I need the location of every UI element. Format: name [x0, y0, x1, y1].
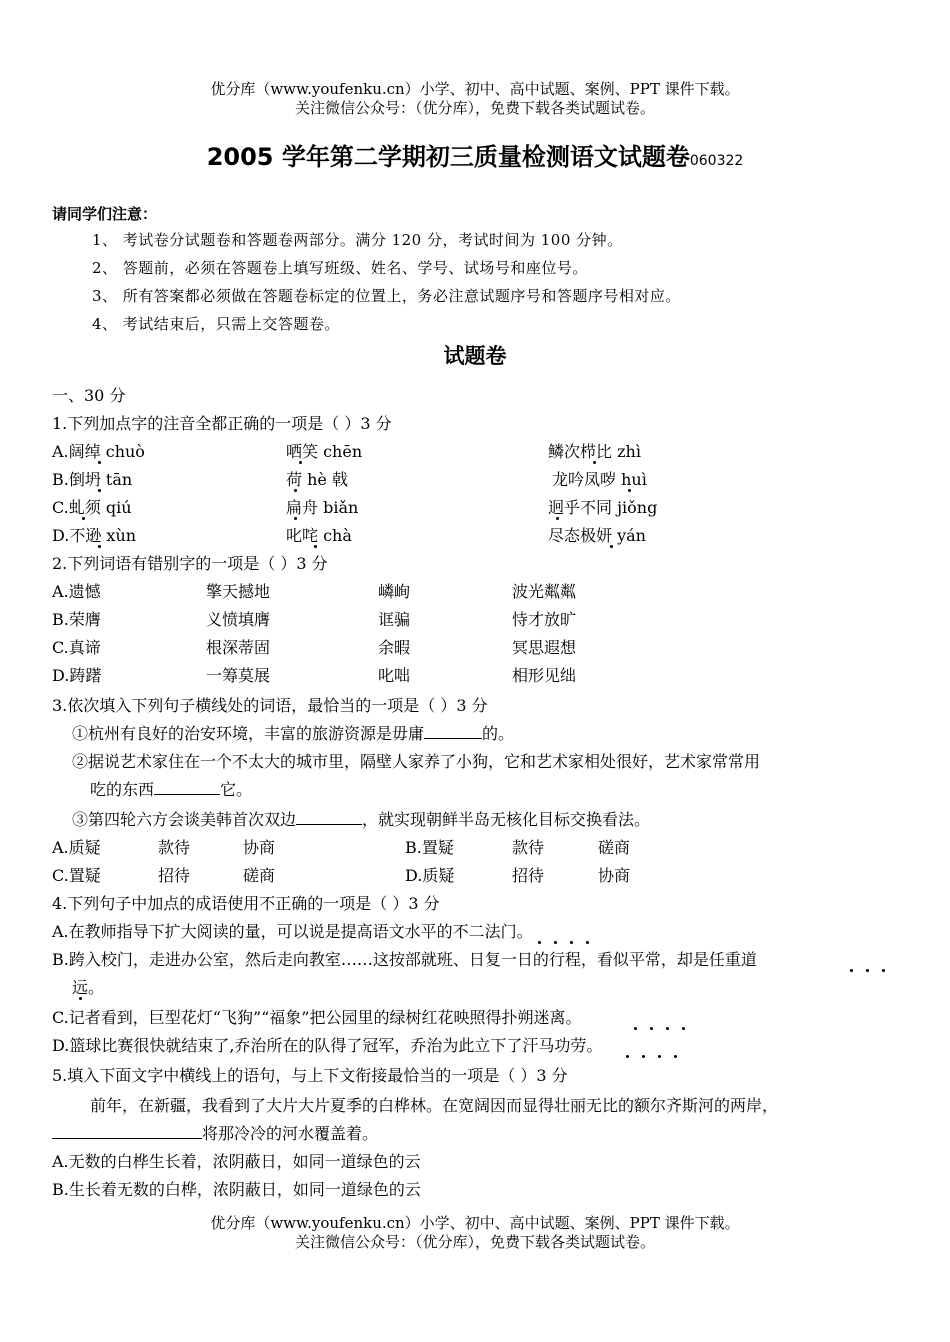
emphasis-dot	[79, 997, 82, 1000]
q3-s3-text-b: ，就实现朝鲜半岛无核化目标交换看法。	[362, 810, 651, 829]
fill-blank	[296, 808, 362, 825]
q5-option-a: A.无数的白桦生长着，浓阴蔽日，如同一道绿色的云	[52, 1152, 421, 1171]
notice-item-1: 1、 考试卷分试题卷和答题卷两部分。满分 120 分，考试时间为 100 分钟。	[92, 231, 623, 249]
q4-option-c: C.记者看到，巨型花灯“飞狗”“福象”把公园里的绿树红花映照得扑朔迷离。	[52, 1008, 582, 1027]
notice-heading: 请同学们注意：	[52, 205, 158, 223]
fill-blank	[424, 722, 482, 739]
q1-option-c-2: 扁舟 biǎn	[286, 498, 359, 517]
q5-stem: 5.填入下面文字中横线上的语句，与上下文衔接最恰当的一项是（ ）3 分	[52, 1066, 568, 1085]
q2-d-4: 相形见绌	[512, 666, 577, 685]
q1-option-b-3: 龙吟凤哕 huì	[552, 470, 647, 489]
q1-option-d-2: 叱咤 chà	[286, 526, 352, 545]
q3-s1-text-b: 的。	[482, 724, 515, 743]
q3-s2-text-b: 吃的东西	[90, 780, 155, 799]
q2-c-1: C.真谛	[52, 638, 101, 657]
q3-opt-a-2: 款待	[158, 838, 191, 857]
q5-option-b: B.生长着无数的白桦，浓阴蔽日，如同一道绿色的云	[52, 1180, 421, 1199]
emphasis-dot	[850, 969, 853, 972]
emphasis-dot	[650, 1027, 653, 1030]
emphasis-dot	[556, 517, 559, 520]
q3-s3-text-a: ③第四轮六方会谈美韩首次双边	[72, 810, 297, 829]
emphasis-dot	[682, 1027, 685, 1030]
q2-d-2: 一筹莫展	[206, 666, 271, 685]
emphasis-dot	[626, 1055, 629, 1058]
q1-stem: 1.下列加点字的注音全都正确的一项是（ ）3 分	[52, 414, 392, 433]
q1-option-b-1: B.倒坍 tān	[52, 470, 133, 489]
emphasis-dot	[294, 517, 297, 520]
q1-option-d-3: 尽态极妍 yán	[548, 526, 646, 545]
q1-option-d-1: D.不逊 xùn	[52, 526, 137, 545]
q1-option-a-3: 鳞次栉比 zhì	[548, 442, 641, 461]
emphasis-dot	[586, 941, 589, 944]
emphasis-dot	[658, 1055, 661, 1058]
q3-opt-d-1: D.质疑	[405, 866, 455, 885]
q2-b-4: 恃才放旷	[512, 610, 577, 629]
q3-opt-b-3: 磋商	[598, 838, 631, 857]
q4-option-b-line2: 远。	[72, 978, 105, 997]
emphasis-dot	[314, 545, 317, 548]
q1-option-c-3: 迥乎不同 jiǒng	[548, 498, 658, 517]
q3-opt-a-3: 协商	[243, 838, 276, 857]
q3-opt-c-3: 磋商	[243, 866, 276, 885]
q3-s2-text-c: 它。	[220, 780, 253, 799]
emphasis-dot	[666, 1027, 669, 1030]
q4-option-a: A.在教师指导下扩大阅读的量，可以说是提高语文水平的不二法门。	[52, 922, 533, 941]
q3-opt-b-1: B.置疑	[405, 838, 454, 857]
emphasis-dot	[610, 545, 613, 548]
title-code: 060322	[689, 153, 744, 169]
q2-d-3: 叱咄	[378, 666, 411, 685]
emphasis-dot	[554, 941, 557, 944]
q2-c-2: 根深蒂固	[206, 638, 271, 657]
emphasis-dot	[570, 941, 573, 944]
q4-option-b-line1: B.跨入校门，走进办公室，然后走向教室……这按部就班、日复一日的行程，看似平常，却是任重道	[52, 950, 757, 969]
fill-blank	[154, 778, 220, 795]
q4-stem: 4.下列句子中加点的成语使用不正确的一项是（ ）3 分	[52, 894, 440, 913]
q2-c-4: 冥思遐想	[512, 638, 577, 657]
q3-sentence-2a: ②据说艺术家住在一个不太大的城市里，隔壁人家养了小狗，它和艺术家相处很好，艺术家常常用	[72, 752, 761, 771]
footer-line-1: 优分库（www.youfenku.cn）小学、初中、高中试题、案例、PPT 课件下载。	[210, 1214, 740, 1232]
q3-opt-c-2: 招待	[158, 866, 191, 885]
q2-a-4: 波光粼粼	[512, 582, 577, 601]
fill-blank	[52, 1122, 202, 1139]
section-title: 试题卷	[443, 344, 507, 368]
q5-passage-text: 将那冷冷的河水覆盖着。	[202, 1124, 379, 1143]
part-1-heading: 一、30 分	[52, 386, 126, 405]
q3-opt-c-1: C.置疑	[52, 866, 101, 885]
q3-opt-b-2: 款待	[512, 838, 545, 857]
notice-item-4: 4、 考试结束后，只需上交答题卷。	[92, 315, 340, 333]
emphasis-dot	[593, 461, 596, 464]
emphasis-dot	[634, 1027, 637, 1030]
emphasis-dot	[98, 489, 101, 492]
q2-a-2: 擎天撼地	[206, 582, 271, 601]
q2-b-3: 诓骗	[378, 610, 411, 629]
q3-sentence-3	[72, 808, 650, 832]
emphasis-dot	[98, 461, 101, 464]
q3-s1-text-a: ①杭州有良好的治安环境，丰富的旅游资源是毋庸	[72, 724, 425, 743]
q3-opt-d-2: 招待	[512, 866, 545, 885]
q1-option-a-2: 哂笑 chēn	[286, 442, 363, 461]
q2-d-1: D.踌躇	[52, 666, 102, 685]
emphasis-dot	[299, 461, 302, 464]
emphasis-dot	[538, 941, 541, 944]
q2-b-2: 义愤填膺	[206, 610, 271, 629]
q2-stem: 2.下列词语有错别字的一项是（ ）3 分	[52, 554, 328, 573]
footer-line-2: 关注微信公众号：（优分库），免费下载各类试题试卷。	[294, 1233, 655, 1251]
q3-sentence-1	[72, 722, 514, 746]
q5-passage-line1: 前年，在新疆，我看到了大片大片夏季的白桦林。在宽阔因而显得壮丽无比的额尔齐斯河的两岸，	[90, 1096, 779, 1115]
emphasis-dot	[642, 1055, 645, 1058]
q1-option-c-1: C.虬须 qiú	[52, 498, 132, 517]
emphasis-dot	[98, 545, 101, 548]
q5-passage-line2	[52, 1122, 378, 1146]
header-line-1: 优分库（www.youfenku.cn）小学、初中、高中试题、案例、PPT 课件下载。	[210, 80, 740, 98]
title-main: 2005 学年第二学期初三质量检测语文试题卷	[206, 143, 690, 171]
q2-b-1: B.荣膺	[52, 610, 101, 629]
emphasis-dot	[882, 969, 885, 972]
emphasis-dot	[82, 517, 85, 520]
notice-item-3: 3、 所有答案都必须做在答题卷标定的位置上，务必注意试题序号和答题序号相对应。	[92, 287, 681, 305]
q1-option-b-2: 荷 hè 戟	[286, 470, 348, 489]
emphasis-dot	[294, 489, 297, 492]
q1-option-a-1: A.阔绰 chuò	[52, 442, 145, 461]
emphasis-dot	[674, 1055, 677, 1058]
q2-c-3: 余暇	[378, 638, 411, 657]
notice-item-2: 2、 答题前，必须在答题卷上填写班级、姓名、学号、试场号和座位号。	[92, 259, 588, 277]
emphasis-dot	[866, 969, 869, 972]
header-line-2: 关注微信公众号：（优分库），免费下载各类试题试卷。	[294, 99, 655, 117]
emphasis-dot	[628, 489, 631, 492]
q3-opt-d-3: 协商	[598, 866, 631, 885]
q2-a-3: 嶙峋	[378, 582, 411, 601]
page-title	[0, 141, 950, 177]
q3-opt-a-1: A.质疑	[52, 838, 101, 857]
q4-option-d: D.篮球比赛很快就结束了,乔治所在的队得了冠军，乔治为此立下了汗马功劳。	[52, 1036, 603, 1055]
q3-stem: 3.依次填入下列句子横线处的词语，最恰当的一项是（ ）3 分	[52, 696, 488, 715]
q3-sentence-2b	[90, 778, 252, 802]
q2-a-1: A.遗憾	[52, 582, 101, 601]
